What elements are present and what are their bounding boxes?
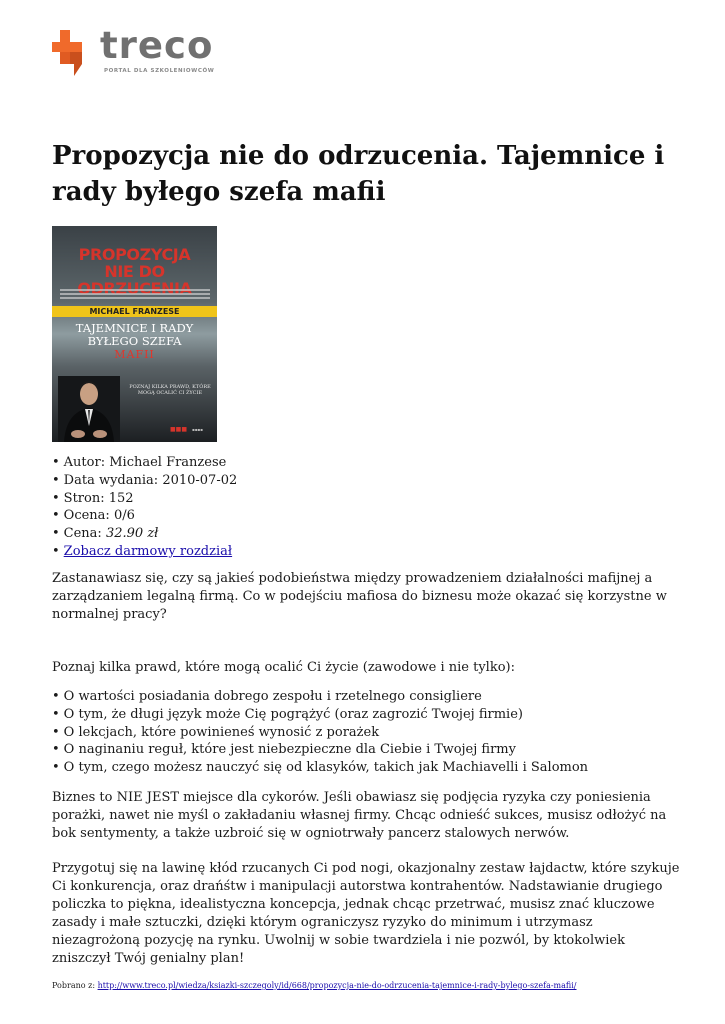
meta-price: • Cena: 32.90 zł bbox=[52, 525, 237, 543]
book-cover-image bbox=[52, 226, 217, 442]
cover-author-photo bbox=[58, 376, 120, 442]
cover-author-band: MICHAEL FRANZESE bbox=[52, 306, 217, 317]
source-link[interactable]: http://www.treco.pl/wiedza/ksiazki-szczegoly/id/668/propozycja-nie-do-odrzucenia-tajemnice-i-rady-bylego-szefa-mafii/ bbox=[97, 981, 577, 990]
list-item: • O tym, że długi język może Cię pogrążyć (oraz zagrozić Twojej firmie) bbox=[52, 706, 588, 724]
footer-label: Pobrano z: bbox=[52, 981, 96, 990]
cover-title-line2: NIE DO bbox=[104, 262, 165, 281]
book-metadata-list bbox=[52, 454, 237, 561]
cover-publisher-mark-icon: ■■■ bbox=[170, 426, 188, 433]
business-paragraph: Biznes to NIE JEST miejsce dla cykorów. Jeśli obawiasz się podjęcia ryzyka czy poniesienia porażki, nawet nie myśl o zakładaniu własnej firmy. Chcąc odnieść sukces, musisz odłożyć na bok sentymenty, a także uzbroić się w ogniotrwały pancerz stalowych nerwów. bbox=[52, 790, 667, 841]
list-item: • O naginaniu reguł, które jest niebezpieczne dla Ciebie i Twojej firmy bbox=[52, 741, 588, 759]
meta-pages: • Stron: 152 bbox=[52, 490, 237, 508]
meta-author: • Autor: Michael Franzese bbox=[52, 454, 237, 472]
free-chapter-link[interactable]: Zobacz darmowy rozdział bbox=[63, 543, 233, 559]
treco-logo-mark-icon bbox=[52, 30, 88, 76]
page-title: Propozycja nie do odrzucenia. Tajemnice i rady byłego szefa mafii bbox=[52, 141, 665, 207]
cover-subtitle-line1: TAJEMNICE I RADY bbox=[75, 321, 194, 335]
meta-rating: • Ocena: 0/6 bbox=[52, 507, 237, 525]
lead-paragraph: Poznaj kilka prawd, które mogą ocalić Ci życie (zawodowe i nie tylko): bbox=[52, 660, 515, 675]
logo-tagline: PORTAL DLA SZKOLENIOWCÓW bbox=[104, 68, 215, 74]
meta-free-chapter bbox=[52, 543, 237, 561]
prepare-paragraph: Przygotuj się na lawinę kłód rzucanych Ci pod nogi, okazjonalny zestaw łajdactw, które szykuje Ci konkurencja, oraz drańśtw i manipulacji autorstwa kontrahentów. Nadstawianie drugiego policzka to piękna, idealistyczna koncepcja, jednak chcąc przetrwać, musisz znać kluczowe zasady i małe sztuczki, dzięki którym ograniczysz ryzyko do minimum i utrzymasz niezagrożoną pozycję na rynku. Uwolnij w sobie twardziela i nie pozwól, by ktokolwiek zniszczył Twój genialny plan! bbox=[52, 861, 680, 966]
cover-subtitle bbox=[52, 322, 217, 348]
list-item: • O lekcjach, które powinieneś wynosić z porażek bbox=[52, 724, 588, 742]
logo-wordmark: treco bbox=[100, 24, 214, 67]
treco-logo[interactable] bbox=[52, 24, 252, 78]
cover-fine-print bbox=[60, 289, 210, 303]
cover-blurb: POZNAJ KILKA PRAWD, KTÓRE MOGĄ OCALIĆ CI ŻYCIE bbox=[129, 384, 211, 396]
cover-subtitle-mafii: MAFII bbox=[114, 348, 155, 361]
cover-title-line1: PROPOZYCJA bbox=[78, 245, 191, 264]
source-footer bbox=[52, 981, 577, 990]
list-item: • O tym, czego możesz nauczyć się od klasyków, takich jak Machiavelli i Salomon bbox=[52, 759, 588, 777]
list-item: • O wartości posiadania dobrego zespołu i rzetelnego consigliere bbox=[52, 688, 588, 706]
meta-date: • Data wydania: 2010-07-02 bbox=[52, 472, 237, 490]
truths-list bbox=[52, 688, 588, 777]
intro-paragraph: Zastanawiasz się, czy są jakieś podobieństwa między prowadzeniem działalności mafijnej a zarządzaniem legalną firmą. Co w podejściu mafiosa do biznesu może okazać się korzystne w normalnej pracy? bbox=[52, 571, 667, 622]
cover-subtitle-line2: BYŁEGO SZEFA bbox=[87, 334, 182, 348]
cover-publisher-icon: ▪▪▪▪ bbox=[192, 427, 203, 432]
